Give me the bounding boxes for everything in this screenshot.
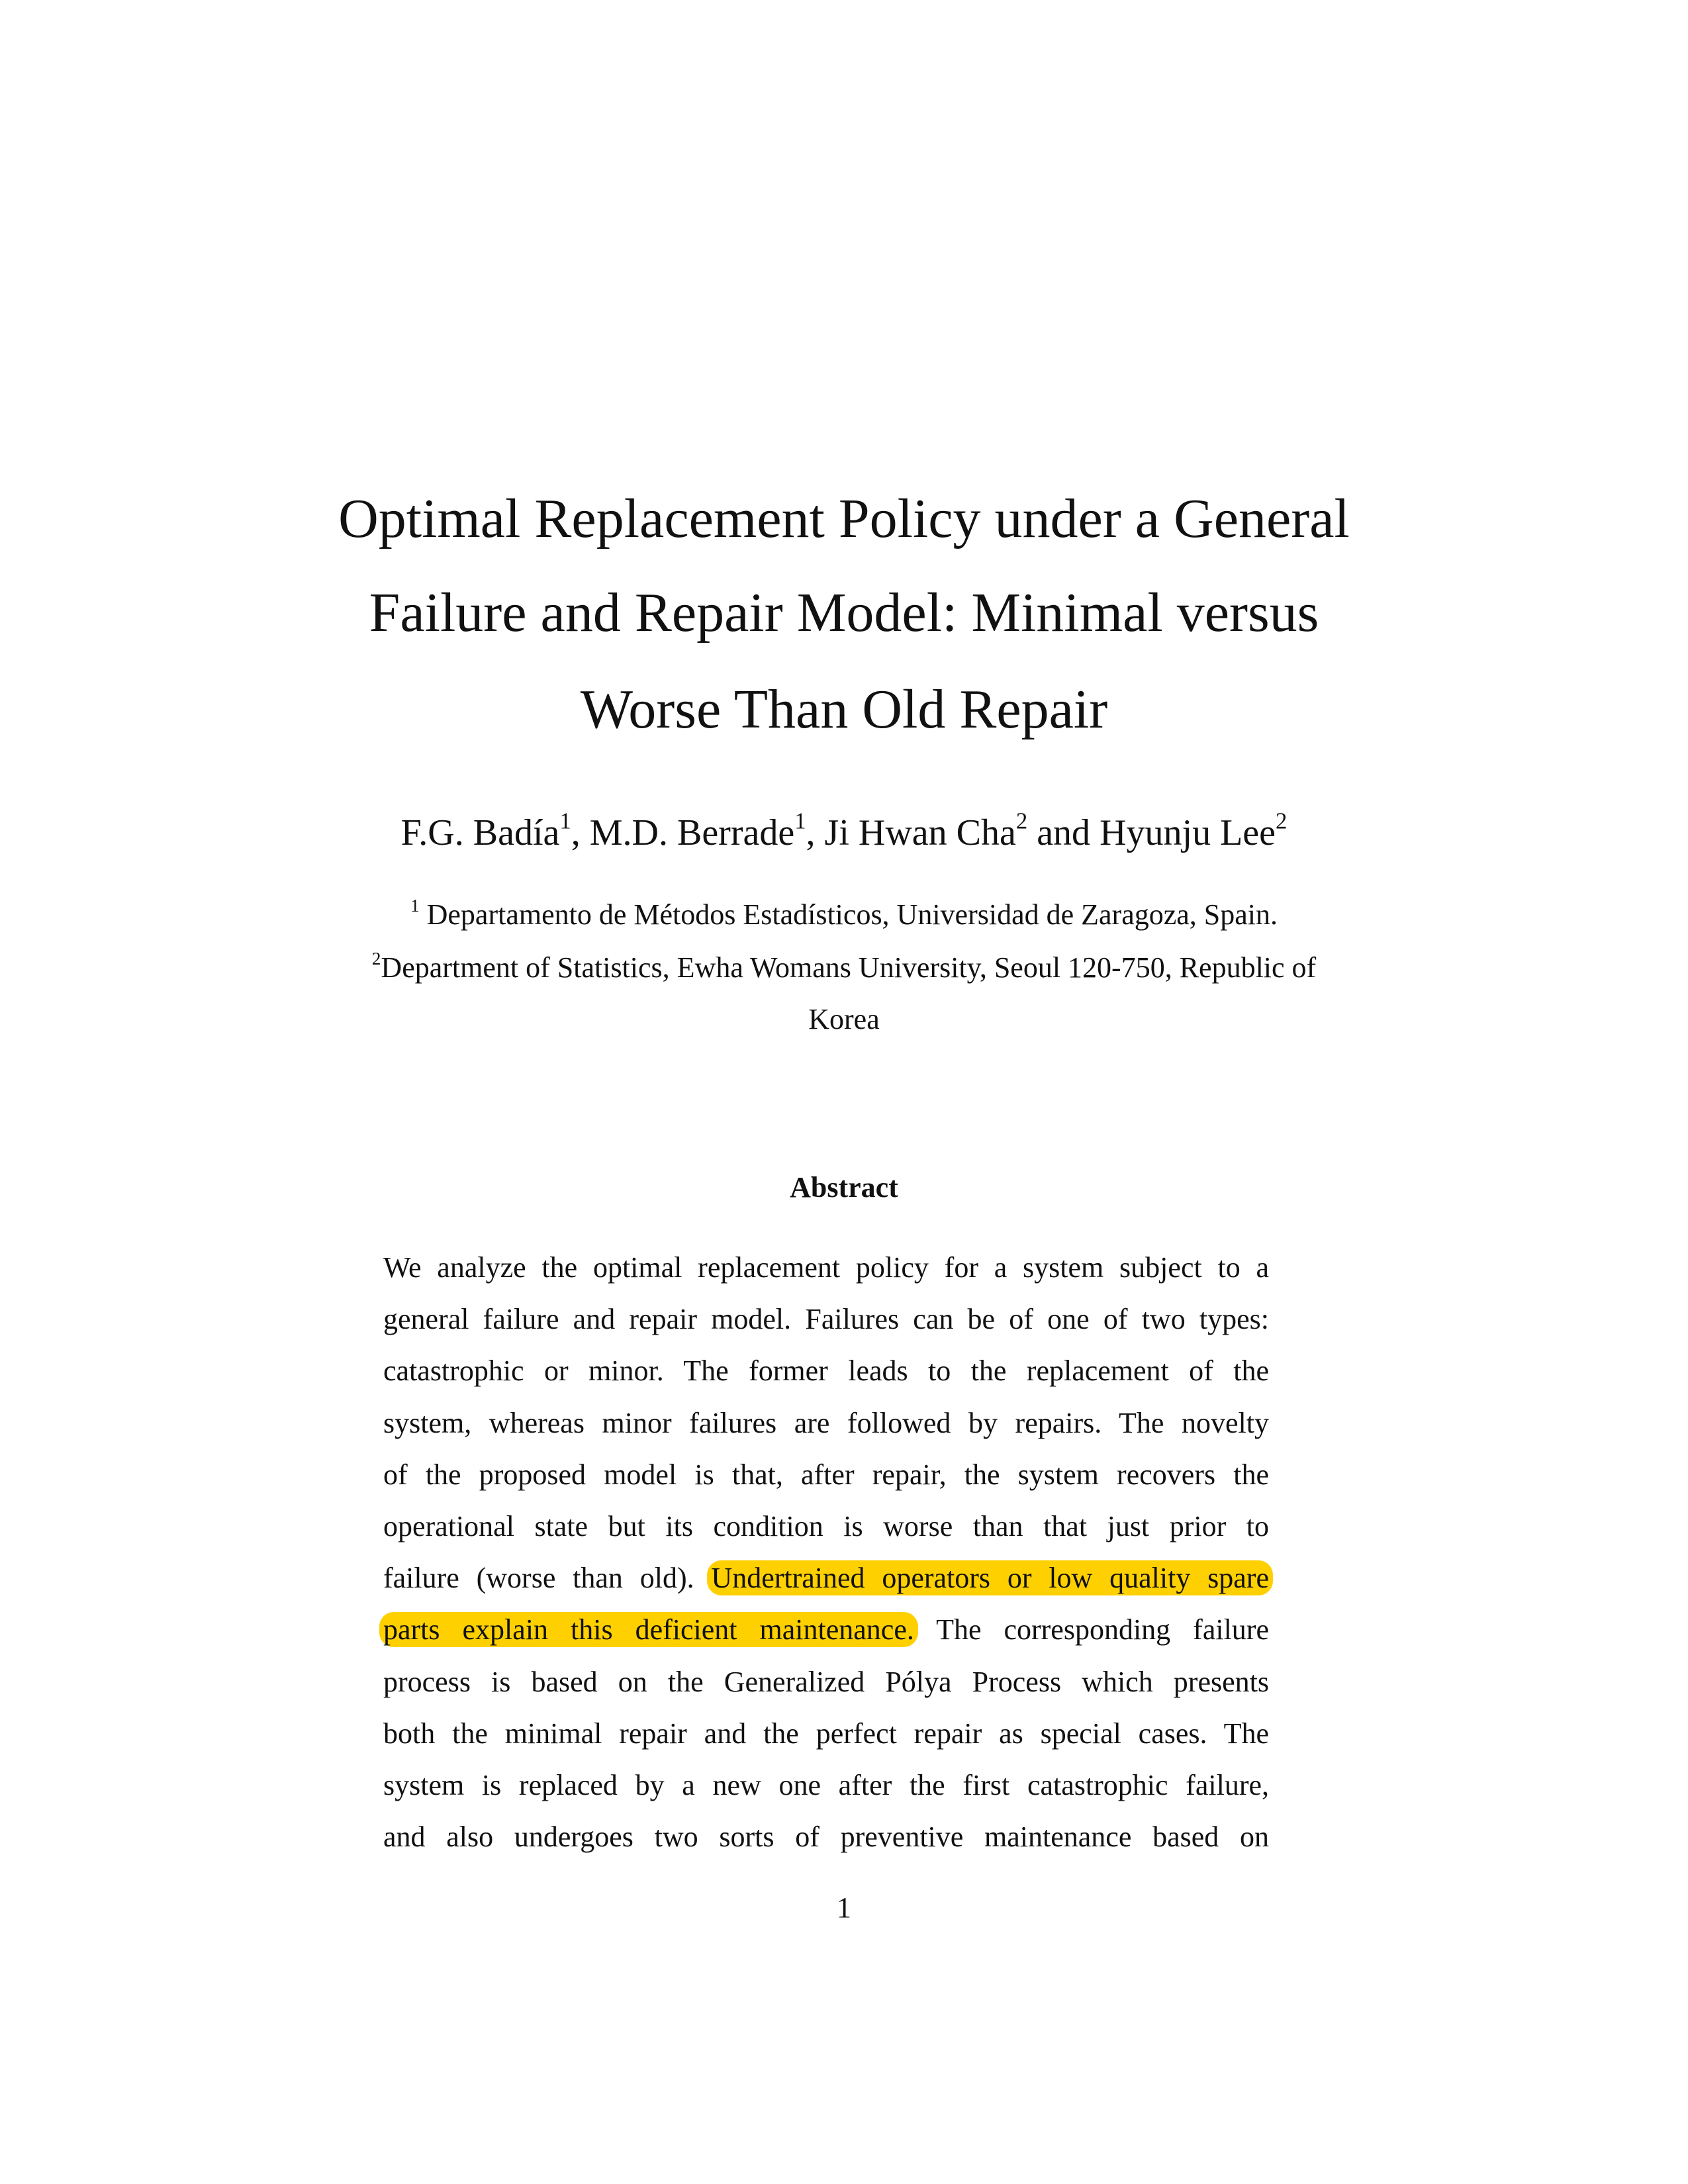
affiliation-mark: 1 [794,808,806,834]
affiliation [0,948,1688,984]
abstract-line [383,1604,1269,1656]
abstract-line: general failure and repair model. Failures can be of one of two types: [383,1303,1269,1336]
abstract-line: We analyze the optimal replacement policy for a system subject to a [383,1251,1269,1284]
abstract-line: process is based on the Generalized Pólya Process which presents [383,1665,1269,1698]
highlighted-text[interactable]: Undertrained operators or low quality spare [707,1560,1273,1595]
page-number: 1 [837,1891,851,1924]
text-span: failure (worse than old). [383,1562,694,1595]
author-name: Hyunju Lee [1100,812,1276,853]
affiliation-mark: 1 [410,895,420,916]
separator: and [1027,812,1100,853]
affiliation-mark: 1 [559,808,571,834]
affiliation-text: Department of Statistics, Ewha Womans University, Seoul 120-750, Republic of [381,951,1317,984]
abstract-line: system is replaced by a new one after the first catastrophic failure, [383,1768,1269,1801]
abstract-body [383,1242,1269,1863]
affiliation-mark: 2 [1275,808,1288,834]
affiliation-mark: 2 [1015,808,1028,834]
abstract-line: operational state but its condition is worse than that just prior to [383,1509,1269,1543]
title-line: Worse Than Old Repair [580,679,1108,740]
affiliation-mark: 2 [371,948,381,969]
author-list [0,808,1688,854]
author-name: F.G. Badía [400,812,560,853]
affiliation-text: Departamento de Métodos Estadísticos, Universidad de Zaragoza, Spain. [419,898,1278,931]
text-span: The corresponding failure [936,1613,1269,1646]
abstract-line: of the proposed model is that, after repair, the system recovers the [383,1458,1269,1491]
abstract-line: system, whereas minor failures are followed by repairs. The novelty [383,1406,1269,1439]
title-line: Optimal Replacement Policy under a General [338,488,1350,549]
affiliation [0,895,1688,931]
highlighted-text[interactable]: parts explain this deficient maintenance. [379,1612,918,1647]
separator: , [806,812,825,853]
separator: , [571,812,590,853]
abstract-line: and also undergoes two sorts of preventive maintenance based on [383,1821,1269,1854]
affiliation-text: Korea [808,1003,880,1035]
author-name: M.D. Berrade [589,812,795,853]
abstract-line: catastrophic or minor. The former leads to the replacement of the [383,1354,1269,1388]
author-name: Ji Hwan Cha [824,812,1016,853]
abstract-heading: Abstract [790,1171,898,1204]
abstract-line: both the minimal repair and the perfect repair as special cases. The [383,1717,1269,1750]
affiliation [0,1002,1688,1036]
abstract-line [383,1552,1269,1604]
title-line: Failure and Repair Model: Minimal versus [369,582,1319,643]
